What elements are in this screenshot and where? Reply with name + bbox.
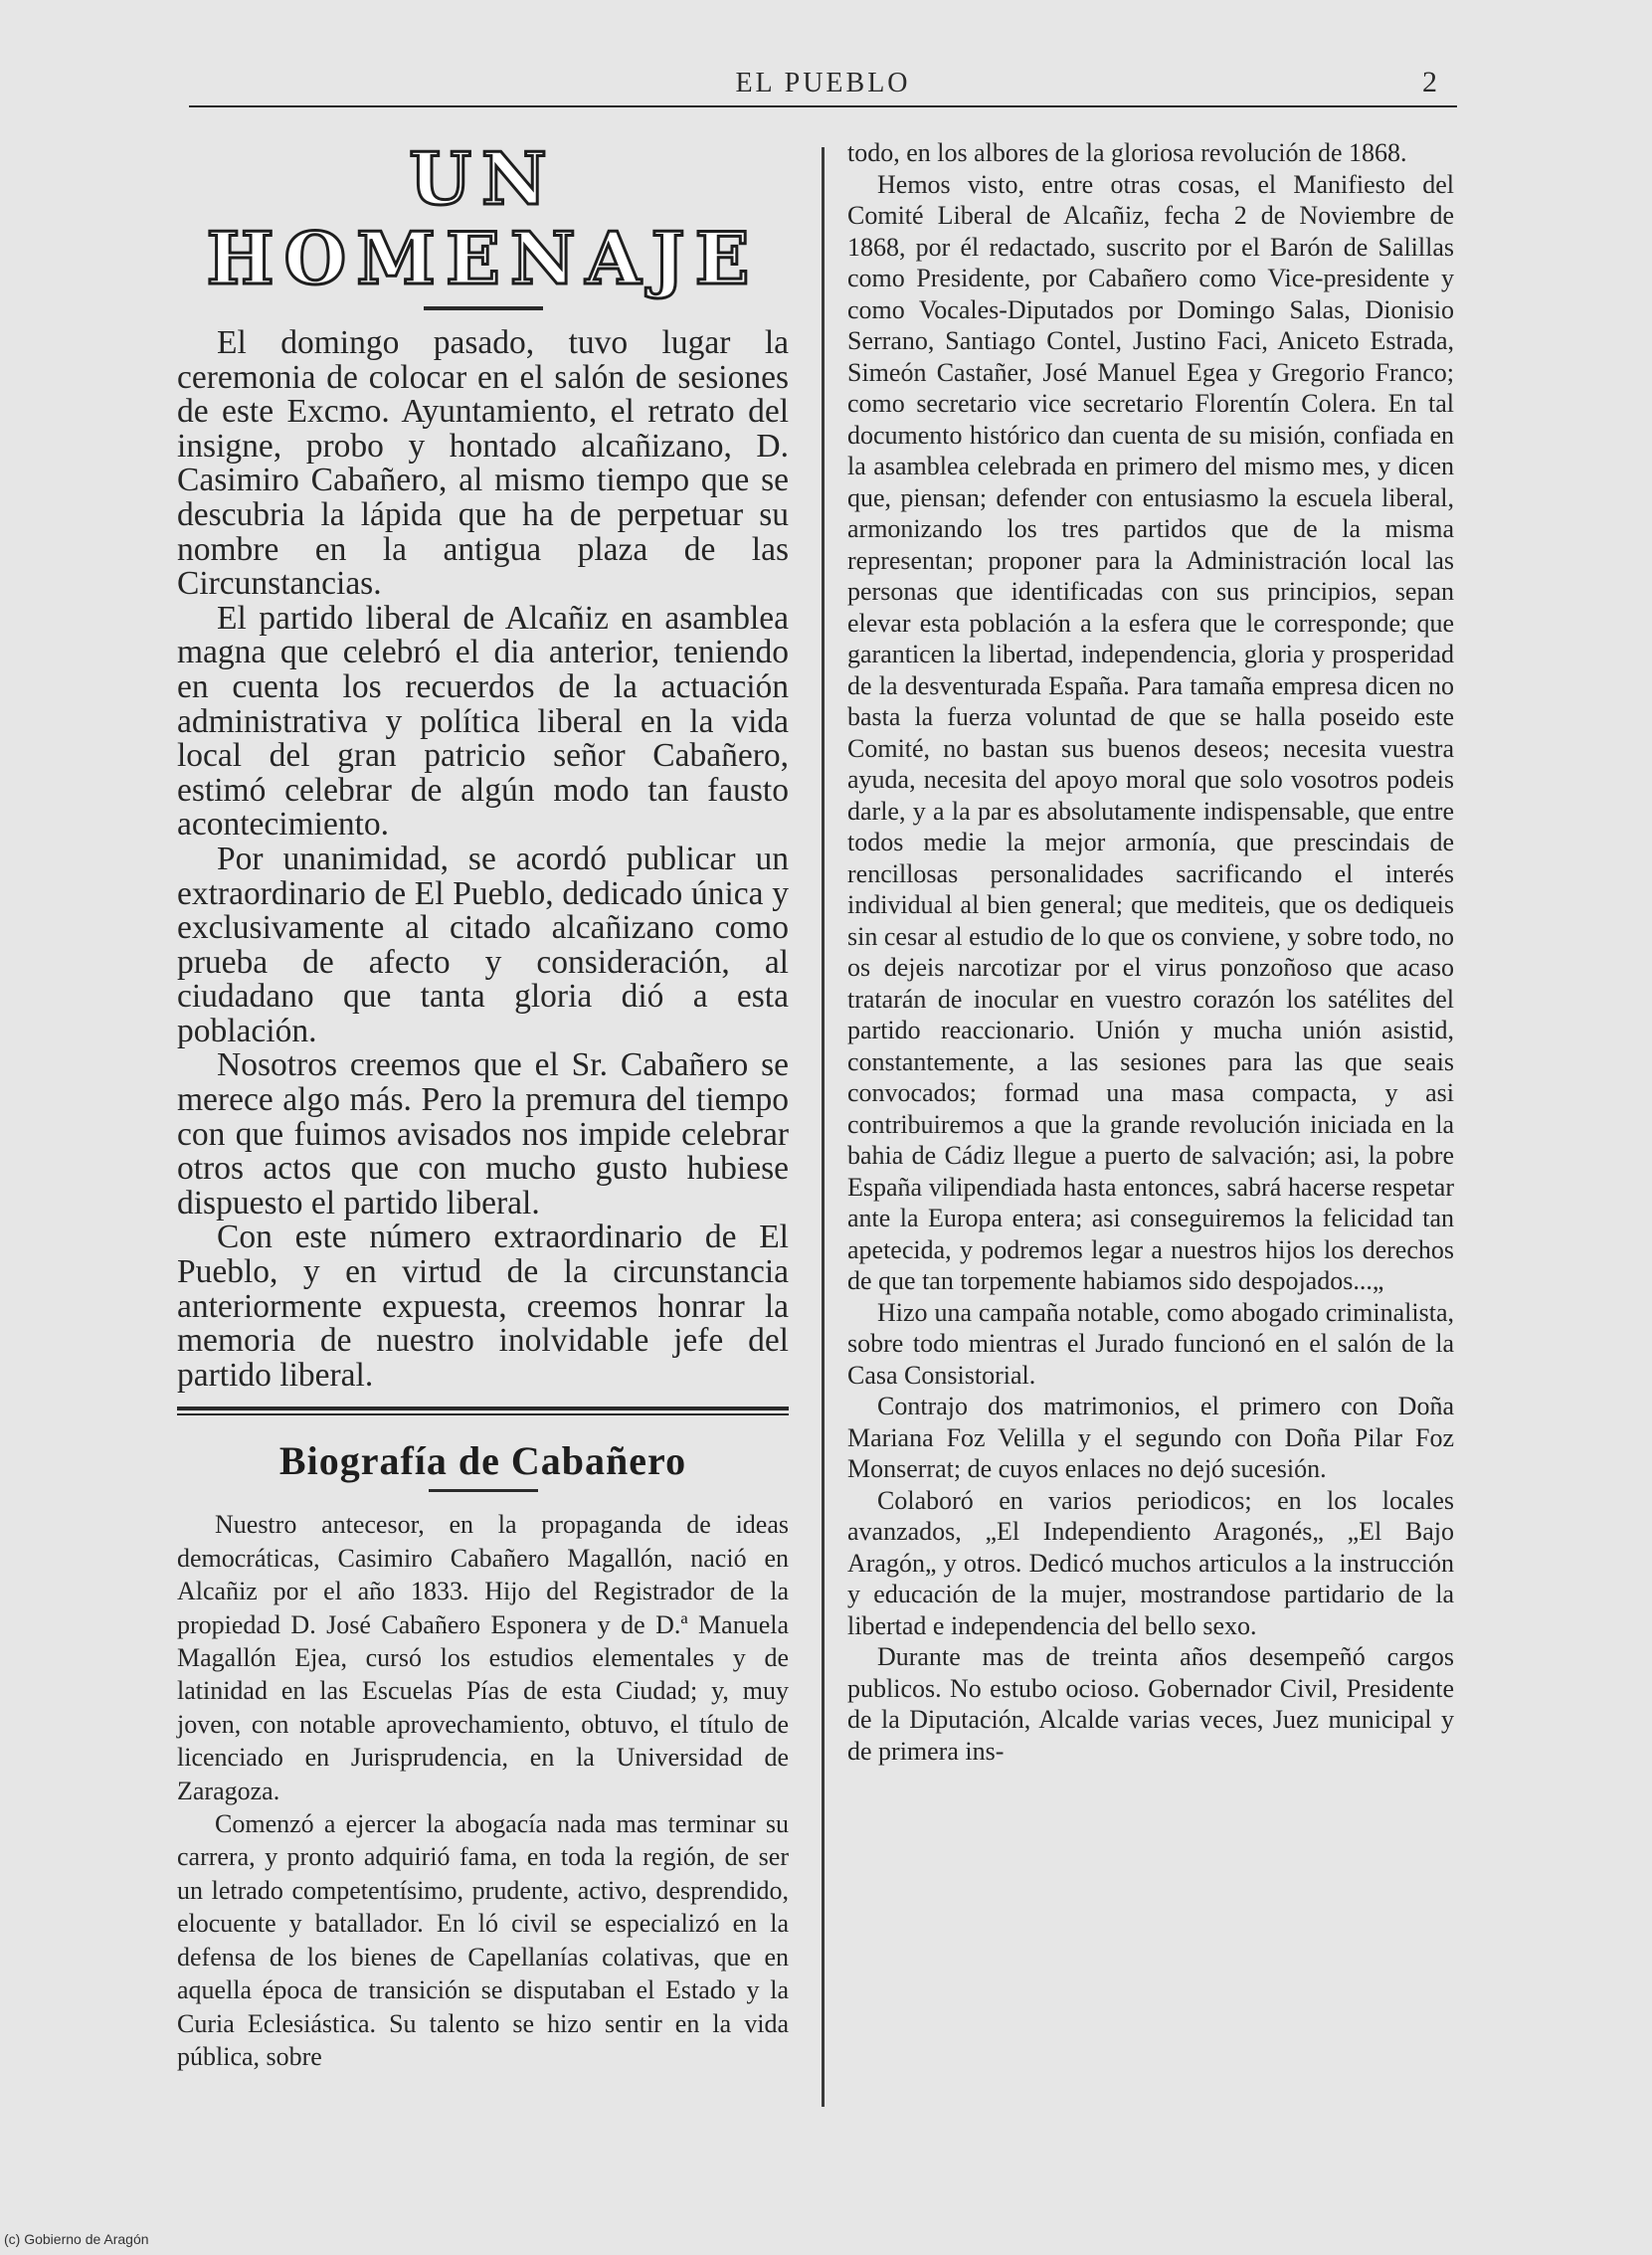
homenaje-article (177, 326, 789, 1393)
section-divider-thick (177, 1407, 789, 1410)
headline-rule (424, 306, 543, 310)
column-divider (822, 147, 825, 2107)
article-paragraph: Hemos visto, entre otras cosas, el Manifiesto del Comité Liberal de Alcañiz, fecha 2 de Noviembre de 1868, por él redactado, suscrito por el Barón de Salillas como Presidente, por Cabañero como Vice-presidente y como Vocales-Diputados por Domingo Salas, Dionisio Serrano, Santiago Contel, Justino Faci, Aniceto Estrada, Simeón Castañer, José Manuel Egea y Gregorio Franco; como secretario vice secretario Florentín Colera. En tal documento histórico dan cuenta de su misión, confiada en la asamblea celebrada en primero del mismo mes, y dicen que, piensan; defender con entusiasmo la escuela liberal, armonizando los tres partidos que de la misma representan; proponer para la Administración local las personas que identificadas con sus principios, sepan elevar esta población a la esfera que le corresponde; que garanticen la libertad, independencia, gloria y prosperidad de la desventurada España. Para tamaña empresa dicen no basta la fuerza voluntad de que se halla poseido este Comité, no bastan sus buenos deseos; necesita vuestra ayuda, necesita del apoyo moral que solo vosotros podeis darle, y a la par es absolutamente indispensable, que entre todos medie la mejor armonía, que prescindais de rencillosas personalidades sacrificando el interés individual al bien general; que mediteis, que os dediqueis sin cesar al estudio de lo que os conviene, y sobre todo, no os dejeis narcotizar por el virus ponzoñoso que acaso tratarán de inocular en vuestro corazón los satélites del partido reaccionario. Unión y mucha unión asistid, constantemente, a las sesiones para las que seais convocados; formad una masa compacta, y asi contribuiremos a que la grande revolución iniciada en la bahia de Cádiz llegue a puerto de salvación; asi, la pobre España vilipendiada hasta entonces, sabrá hacerse respetar ante la Europa entera; asi conseguiremos la felicidad tan apetecida, y podremos legar a nuestros hijos los derechos de que tan torpemente habiamos sido despojados...„ (847, 169, 1454, 1295)
article-paragraph: Con este número extraordinario de El Pueblo, y en virtud de la circunstancia anteriormente expuesta, creemos honrar la memoria de nuestro inolvidable jefe del partido liberal. (177, 1219, 789, 1394)
article-paragraph: Comenzó a ejercer la abogacía nada mas terminar su carrera, y pronto adquirió fama, en toda la región, de ser un letrado competentísimo, prudente, activo, desprendido, elocuente y batallador. En ló civil se especializó en la defensa de los bienes de Capellanías colativas, que en aquella época de transición se disputaban el Estado y la Curia Eclesiástica. Su talento se hizo sentir en la vida pública, sobre (177, 1809, 789, 2071)
article-paragraph: Durante mas de treinta años desempeñó cargos publicos. No estubo ocioso. Gobernador Civil, Presidente de la Diputación, Alcalde varias veces, Juez municipal y de primera ins- (847, 1642, 1454, 1766)
copyright-credit: (c) Gobierno de Aragón (4, 2231, 149, 2247)
article-paragraph: Contrajo dos matrimonios, el primero con Doña Mariana Foz Velilla y el segundo con Doña Pilar Foz Monserrat; de cuyos enlaces no dejó sucesión. (847, 1392, 1454, 1483)
article-paragraph: Colaboró en varios periodicos; en los locales avanzados, „El Independiento Aragonés„ „El Bajo Aragón„ y otros. Dedicó muchos articulos a la instrucción y educación de la mujer, mostrandose partidario de la libertad e independencia del bello sexo. (847, 1485, 1454, 1640)
article-paragraph: Nosotros creemos que el Sr. Cabañero se merece algo más. Pero la premura del tiempo con que fuimos avisados nos impide celebrar otros actos que con mucho gusto hubiese dispuesto el partido liberal. (177, 1046, 789, 1221)
page-header (189, 62, 1457, 107)
right-column (847, 137, 1454, 1767)
article-paragraph: Por unanimidad, se acordó publicar un extraordinario de El Pueblo, dedicado única y exclusivamente al citado alcañizano como prueba de afecto y consideración, al ciudadano que tanta gloria dió a esta población. (177, 840, 789, 1049)
article-paragraph: El domingo pasado, tuvo lugar la ceremonia de colocar en el salón de sesiones de este Excmo. Ayuntamiento, el retrato del insigne, probo y hontado alcañizano, D. Casimiro Cabañero, al mismo tiempo que se descubria la lápida que ha de perpetuar su nombre en la antigua plaza de las Circunstancias. (177, 324, 789, 603)
article-paragraph: todo, en los albores de la gloriosa revolución de 1868. (847, 138, 1407, 167)
left-column (177, 136, 789, 2073)
article-paragraph: El partido liberal de Alcañiz en asamblea magna que celebró el dia anterior, teniendo en cuenta los recuerdos de la actuación administrativa y política liberal en la vida local del gran patricio señor Cabañero, estimó celebrar de algún modo tan fausto acontecimiento. (177, 599, 789, 844)
headline: UN HOMENAJE (206, 136, 760, 300)
biography-heading-rule (429, 1489, 538, 1492)
biography-heading: Biografía de Cabañero (278, 1438, 687, 1484)
newspaper-title: EL PUEBLO (735, 68, 911, 98)
page-number: 2 (1422, 66, 1437, 98)
article-paragraph: Nuestro antecesor, en la propaganda de ideas democráticas, Casimiro Cabañero Magallón, nació en Alcañiz por el año 1833. Hijo del Registrador de la propiedad D. José Cabañero Esponera y de D.ª Manuela Magallón Ejea, cursó los estudios elementales y de latinidad en las Escuelas Pías de esta Ciudad; y, muy joven, con notable aprovechamiento, obtuvo, el título de licenciado en Jurisprudencia, en la Universidad de Zaragoza. (177, 1510, 789, 1805)
article-paragraph: Hizo una campaña notable, como abogado criminalista, sobre todo mientras el Jurado funcionó en el salón de la Casa Consistorial. (847, 1297, 1454, 1390)
section-divider-thin (177, 1413, 789, 1415)
biography-article (177, 1508, 789, 2073)
